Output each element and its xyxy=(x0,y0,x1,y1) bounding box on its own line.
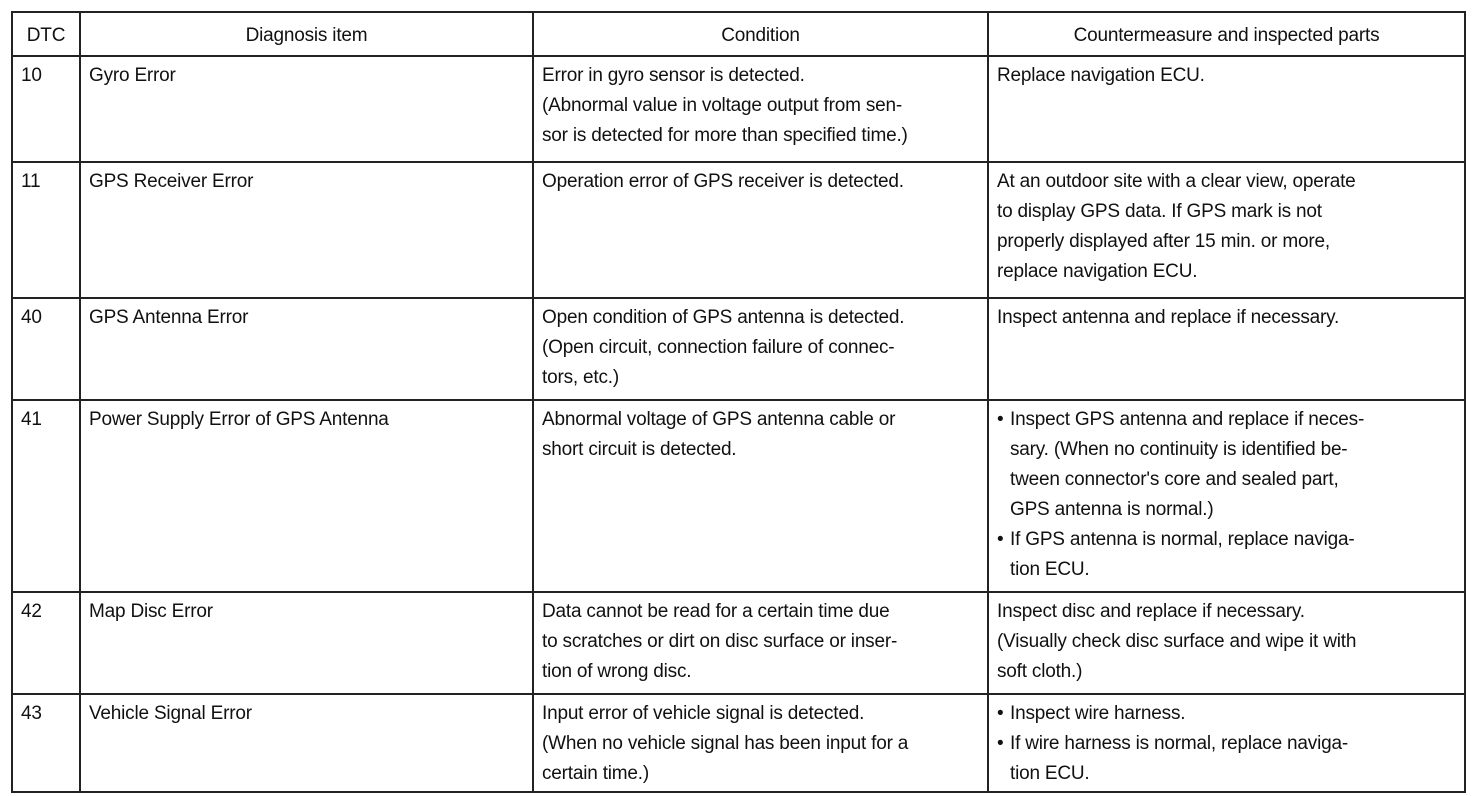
countermeasure-line: (Visually check disc surface and wipe it with xyxy=(997,631,1357,652)
condition-line: certain time.) xyxy=(542,763,650,784)
condition-line: sor is detected for more than specified time.) xyxy=(542,125,908,146)
cell-diagnosis-item: Vehicle Signal Error xyxy=(80,694,533,792)
cell-diagnosis-item: Power Supply Error of GPS Antenna xyxy=(80,400,533,592)
condition-line: Open condition of GPS antenna is detected. xyxy=(542,307,905,328)
cell-dtc: 41 xyxy=(12,400,80,592)
countermeasure-line: GPS antenna is normal.) xyxy=(1010,499,1214,520)
cell-dtc: 40 xyxy=(12,298,80,400)
countermeasure-line: to display GPS data. If GPS mark is not xyxy=(997,201,1322,222)
cell-countermeasure xyxy=(988,162,1465,298)
countermeasure-line: soft cloth.) xyxy=(997,661,1083,682)
cell-condition xyxy=(533,400,988,592)
countermeasure-line: Replace navigation ECU. xyxy=(997,65,1205,86)
condition-line: short circuit is detected. xyxy=(542,439,737,460)
condition-line: (When no vehicle signal has been input for a xyxy=(542,733,909,754)
header-countermeasure: Countermeasure and inspected parts xyxy=(988,12,1465,56)
table-row xyxy=(12,592,1465,694)
cell-condition xyxy=(533,162,988,298)
cell-countermeasure xyxy=(988,56,1465,162)
countermeasure-line: At an outdoor site with a clear view, operate xyxy=(997,171,1356,192)
table-row xyxy=(12,694,1465,792)
table-row xyxy=(12,298,1465,400)
countermeasure-line: • If wire harness is normal, replace naviga- xyxy=(1010,733,1348,754)
cell-dtc: 10 xyxy=(12,56,80,162)
condition-line: Input error of vehicle signal is detected. xyxy=(542,703,865,724)
dtc-table xyxy=(11,11,1466,793)
countermeasure-line: tween connector's core and sealed part, xyxy=(1010,469,1339,490)
bullet-item xyxy=(997,405,1456,525)
condition-line: tors, etc.) xyxy=(542,367,619,388)
countermeasure-line: replace navigation ECU. xyxy=(997,261,1198,282)
condition-line: Operation error of GPS receiver is detected. xyxy=(542,171,904,192)
countermeasure-line: sary. (When no continuity is identified be- xyxy=(1010,439,1348,460)
cell-condition xyxy=(533,298,988,400)
condition-line: Error in gyro sensor is detected. xyxy=(542,65,805,86)
cell-condition xyxy=(533,694,988,792)
cell-condition xyxy=(533,56,988,162)
cell-diagnosis-item: Gyro Error xyxy=(80,56,533,162)
cell-countermeasure xyxy=(988,400,1465,592)
countermeasure-line: • If GPS antenna is normal, replace naviga- xyxy=(1010,529,1355,550)
cell-dtc: 42 xyxy=(12,592,80,694)
cell-countermeasure xyxy=(988,592,1465,694)
countermeasure-line: • Inspect wire harness. xyxy=(1010,703,1186,724)
cell-diagnosis-item: GPS Antenna Error xyxy=(80,298,533,400)
condition-line: (Open circuit, connection failure of connec- xyxy=(542,337,895,358)
condition-line: (Abnormal value in voltage output from sen- xyxy=(542,95,902,116)
header-row xyxy=(12,12,1465,56)
cell-countermeasure xyxy=(988,298,1465,400)
cell-diagnosis-item: GPS Receiver Error xyxy=(80,162,533,298)
table-row xyxy=(12,162,1465,298)
countermeasure-line: Inspect disc and replace if necessary. xyxy=(997,601,1305,622)
cell-condition xyxy=(533,592,988,694)
cell-diagnosis-item: Map Disc Error xyxy=(80,592,533,694)
countermeasure-line: • Inspect GPS antenna and replace if neces- xyxy=(1010,409,1365,430)
countermeasure-bullet-list xyxy=(997,699,1456,789)
cell-dtc: 43 xyxy=(12,694,80,792)
cell-countermeasure xyxy=(988,694,1465,792)
table-row xyxy=(12,400,1465,592)
cell-dtc: 11 xyxy=(12,162,80,298)
condition-line: Abnormal voltage of GPS antenna cable or xyxy=(542,409,896,430)
header-condition: Condition xyxy=(533,12,988,56)
countermeasure-line: tion ECU. xyxy=(1010,763,1090,784)
header-dtc: DTC xyxy=(12,12,80,56)
condition-line: Data cannot be read for a certain time due xyxy=(542,601,890,622)
bullet-item xyxy=(997,699,1456,729)
condition-line: to scratches or dirt on disc surface or inser- xyxy=(542,631,898,652)
header-diagnosis-item: Diagnosis item xyxy=(80,12,533,56)
condition-line: tion of wrong disc. xyxy=(542,661,692,682)
countermeasure-bullet-list xyxy=(997,405,1456,585)
bullet-item xyxy=(997,729,1456,789)
table-row xyxy=(12,56,1465,162)
countermeasure-line: properly displayed after 15 min. or more, xyxy=(997,231,1330,252)
countermeasure-line: tion ECU. xyxy=(1010,559,1090,580)
bullet-item xyxy=(997,525,1456,585)
countermeasure-line: Inspect antenna and replace if necessary. xyxy=(997,307,1340,328)
